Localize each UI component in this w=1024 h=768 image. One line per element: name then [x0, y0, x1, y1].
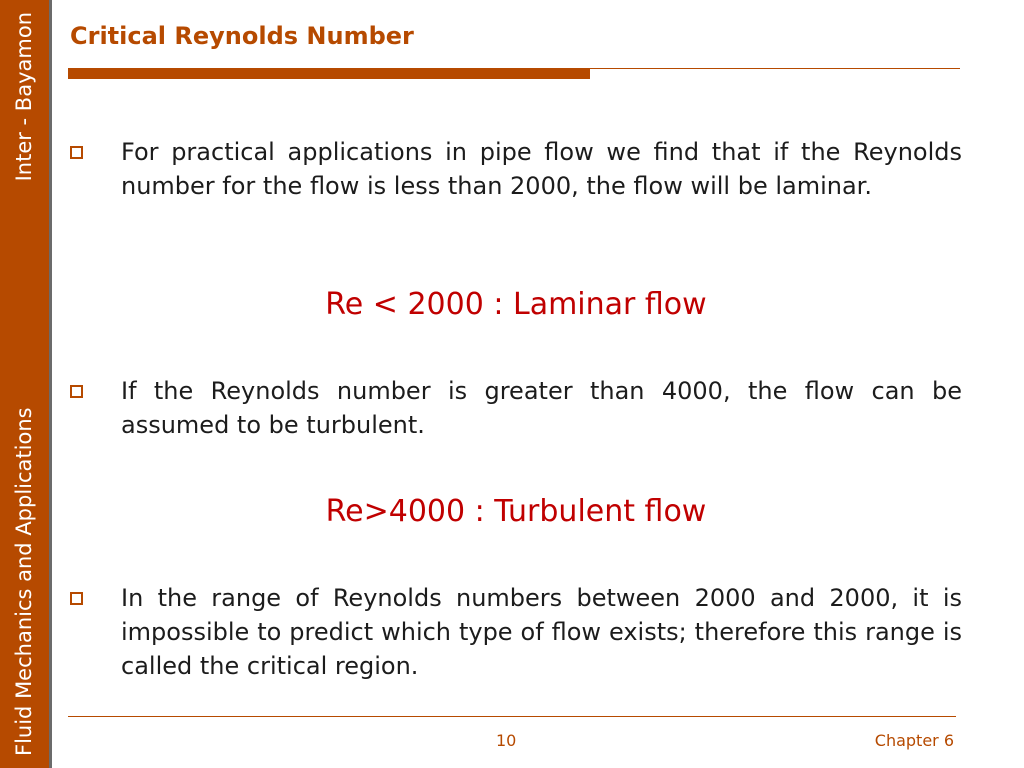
footer-rule: [68, 716, 956, 717]
page-number: 10: [496, 731, 517, 750]
turbulent-formula: Re>4000 : Turbulent flow: [325, 494, 707, 529]
bullet-text: If the Reynolds number is greater than 4000, the flow can be assumed to be turbulent.: [121, 377, 962, 439]
chapter-label: Chapter 6: [874, 731, 954, 750]
square-bullet-icon: [70, 146, 83, 159]
sidebar-text: [12, 0, 36, 768]
square-bullet-icon: [70, 385, 83, 398]
bullet-text: In the range of Reynolds numbers between 2000 and 2000, it is impossible to predict which type of flow exists; therefore this range is called the critical region.: [121, 584, 962, 680]
bullet-item: [70, 374, 962, 442]
slide-title: Critical Reynolds Number: [70, 22, 414, 50]
sidebar: [0, 0, 52, 768]
bullet-text: For practical applications in pipe flow we find that if the Reynolds number for the flow is less than 2000, the flow will be laminar.: [121, 138, 962, 200]
laminar-formula: Re < 2000 : Laminar flow: [325, 287, 707, 322]
course-name: Fluid Mechanics and Applications: [12, 407, 36, 756]
title-accent-bar: [68, 68, 590, 79]
bullet-item: [70, 135, 962, 203]
title-rule: [590, 68, 960, 69]
square-bullet-icon: [70, 592, 83, 605]
bullet-item: [70, 581, 962, 683]
institution-name: Inter - Bayamon: [12, 12, 36, 182]
